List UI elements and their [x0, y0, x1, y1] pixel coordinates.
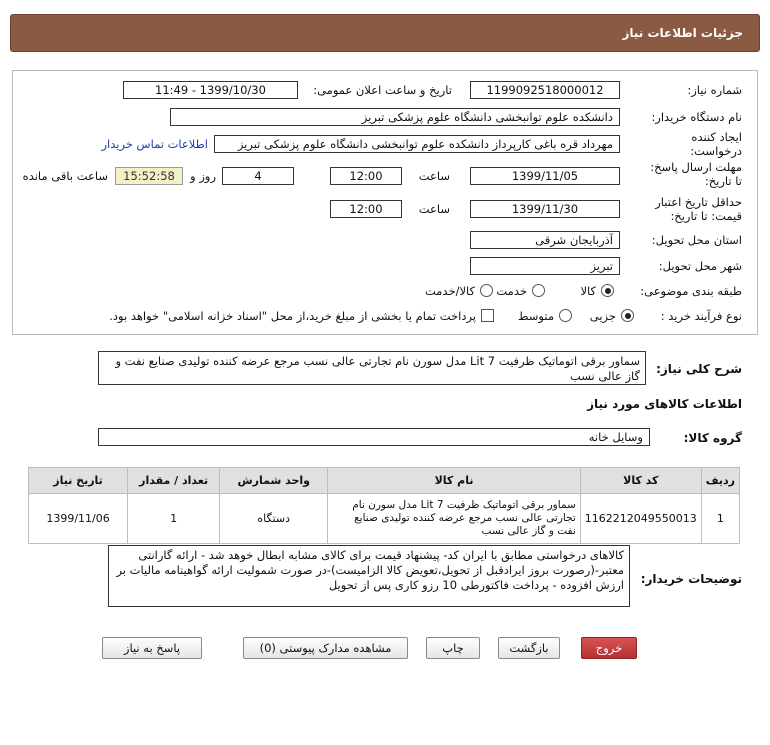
- page-header: [10, 14, 760, 52]
- cell-code: 1162212049550013: [580, 494, 701, 544]
- days-label: روز و: [190, 169, 216, 183]
- cell-unit: دستگاه: [220, 494, 328, 544]
- col-name: نام کالا: [328, 468, 581, 494]
- remaining-label: ساعت باقی مانده: [22, 169, 108, 183]
- validity-time-label: ساعت: [418, 202, 450, 216]
- province-field: آذربایجان شرقی: [470, 231, 620, 249]
- page-title: جزئیات اطلاعات نیاز: [622, 26, 743, 40]
- deadline-time-label: ساعت: [418, 169, 450, 183]
- col-code: کد کالا: [580, 468, 701, 494]
- goods-table-header: [29, 468, 740, 494]
- creator-label-1: ایجاد کننده: [691, 130, 742, 144]
- cell-date: 1399/11/06: [29, 494, 128, 544]
- col-unit: واحد شمارش: [220, 468, 328, 494]
- payment-note: پرداخت تمام یا بخشی از مبلغ خرید،از محل "اسناد خزانه اسلامی" خواهد بود.: [109, 309, 476, 323]
- city-label: شهر محل تحویل:: [658, 259, 742, 273]
- remaining-time-field: 15:52:58: [115, 167, 183, 185]
- cell-row: 1: [701, 494, 739, 544]
- category-radio-service[interactable]: [532, 284, 545, 297]
- need-number-field: 1199092518000012: [470, 81, 620, 99]
- announce-field: 1399/10/30 - 11:49: [123, 81, 298, 99]
- process-option-minor: جزیی: [589, 309, 616, 323]
- process-radio-minor[interactable]: [621, 309, 634, 322]
- attachments-button[interactable]: مشاهده مدارک پیوستی (0): [243, 637, 408, 659]
- need-number-label: شماره نیاز:: [687, 83, 742, 97]
- creator-field: مهرداد قره باغی کارپرداز دانشکده علوم توانبخشی دانشگاه علوم پزشکی تبریز: [214, 135, 620, 153]
- cell-name: سماور برقی اتوماتیک ظرفیت 7 Lit مدل سورن نام تجارتی عالی نسب مرجع عرضه کننده تولیدی صنایع نفت و گاز عالی نسب: [328, 494, 581, 544]
- contact-info-link[interactable]: اطلاعات تماس خریدار: [101, 137, 208, 151]
- announce-label: تاریخ و ساعت اعلان عمومی:: [313, 83, 452, 97]
- category-radio-goods[interactable]: [601, 284, 614, 297]
- validity-date-field: 1399/11/30: [470, 200, 620, 218]
- province-label: استان محل تحویل:: [651, 233, 742, 247]
- table-row: [29, 494, 740, 544]
- city-field: تبریز: [470, 257, 620, 275]
- exit-button[interactable]: خروج: [581, 637, 637, 659]
- validity-time-field: 12:00: [330, 200, 402, 218]
- process-option-medium: متوسط: [517, 309, 554, 323]
- category-label: طبقه بندی موضوعی:: [640, 284, 742, 298]
- category-option-goods: کالا: [580, 284, 596, 298]
- cell-qty: 1: [128, 494, 220, 544]
- summary-field: سماور برقی اتوماتیک ظرفیت 7 Lit مدل سورن نام تجارتی عالی نسب مرجع عرضه کننده تولیدی صنایع نفت و گاز عالی نسب: [98, 351, 646, 385]
- buyer-org-label: نام دستگاه خریدار:: [651, 110, 742, 124]
- process-radio-medium[interactable]: [559, 309, 572, 322]
- col-qty: تعداد / مقدار: [128, 468, 220, 494]
- deadline-label-2: تا تاریخ:: [704, 174, 742, 188]
- creator-label-2: درخواست:: [690, 144, 742, 158]
- validity-label-1: حداقل تاریخ اعتبار: [655, 195, 742, 209]
- category-option-goods-service: کالا/خدمت: [424, 284, 475, 298]
- back-button[interactable]: بازگشت: [498, 637, 560, 659]
- buyer-org-field: دانشکده علوم توانبخشی دانشگاه علوم پزشکی تبریز: [170, 108, 620, 126]
- goods-group-label: گروه کالا:: [683, 431, 742, 445]
- deadline-time-field: 12:00: [330, 167, 402, 185]
- validity-label-2: قیمت: تا تاریخ:: [670, 209, 742, 223]
- days-field: 4: [222, 167, 294, 185]
- deadline-date-field: 1399/11/05: [470, 167, 620, 185]
- reply-button[interactable]: پاسخ به نیاز: [102, 637, 202, 659]
- buyer-notes-label: توضیحات خریدار:: [640, 572, 742, 586]
- goods-group-field: وسایل خانه: [98, 428, 650, 446]
- goods-section-title: اطلاعات کالاهای مورد نیاز: [587, 397, 742, 411]
- print-button[interactable]: چاپ: [426, 637, 480, 659]
- goods-table: [28, 467, 740, 544]
- category-option-service: خدمت: [496, 284, 527, 298]
- deadline-label-1: مهلت ارسال پاسخ:: [650, 160, 742, 174]
- process-label: نوع فرآیند خرید :: [660, 309, 742, 323]
- treasury-checkbox[interactable]: [481, 309, 494, 322]
- col-date: تاریخ نیاز: [29, 468, 128, 494]
- summary-label: شرح کلی نیاز:: [656, 362, 742, 376]
- category-radio-goods-service[interactable]: [480, 284, 493, 297]
- buyer-notes-field: کالاهای درخواستی مطابق با ایران کد- پیشنهاد قیمت برای کالای مشابه ابطال خوهد شد - ارائه گارانتی معتبر-(رصورت بروز ایرادقبل از تحویل،تعویض کالا الزامیست)-در صورت شمولیت ارائه گواهینامه مالیات بر ارزش افزوده - پرداخت فاکتورطی 10 رزو کاری پس از تحویل: [108, 545, 630, 607]
- col-row: ردیف: [701, 468, 739, 494]
